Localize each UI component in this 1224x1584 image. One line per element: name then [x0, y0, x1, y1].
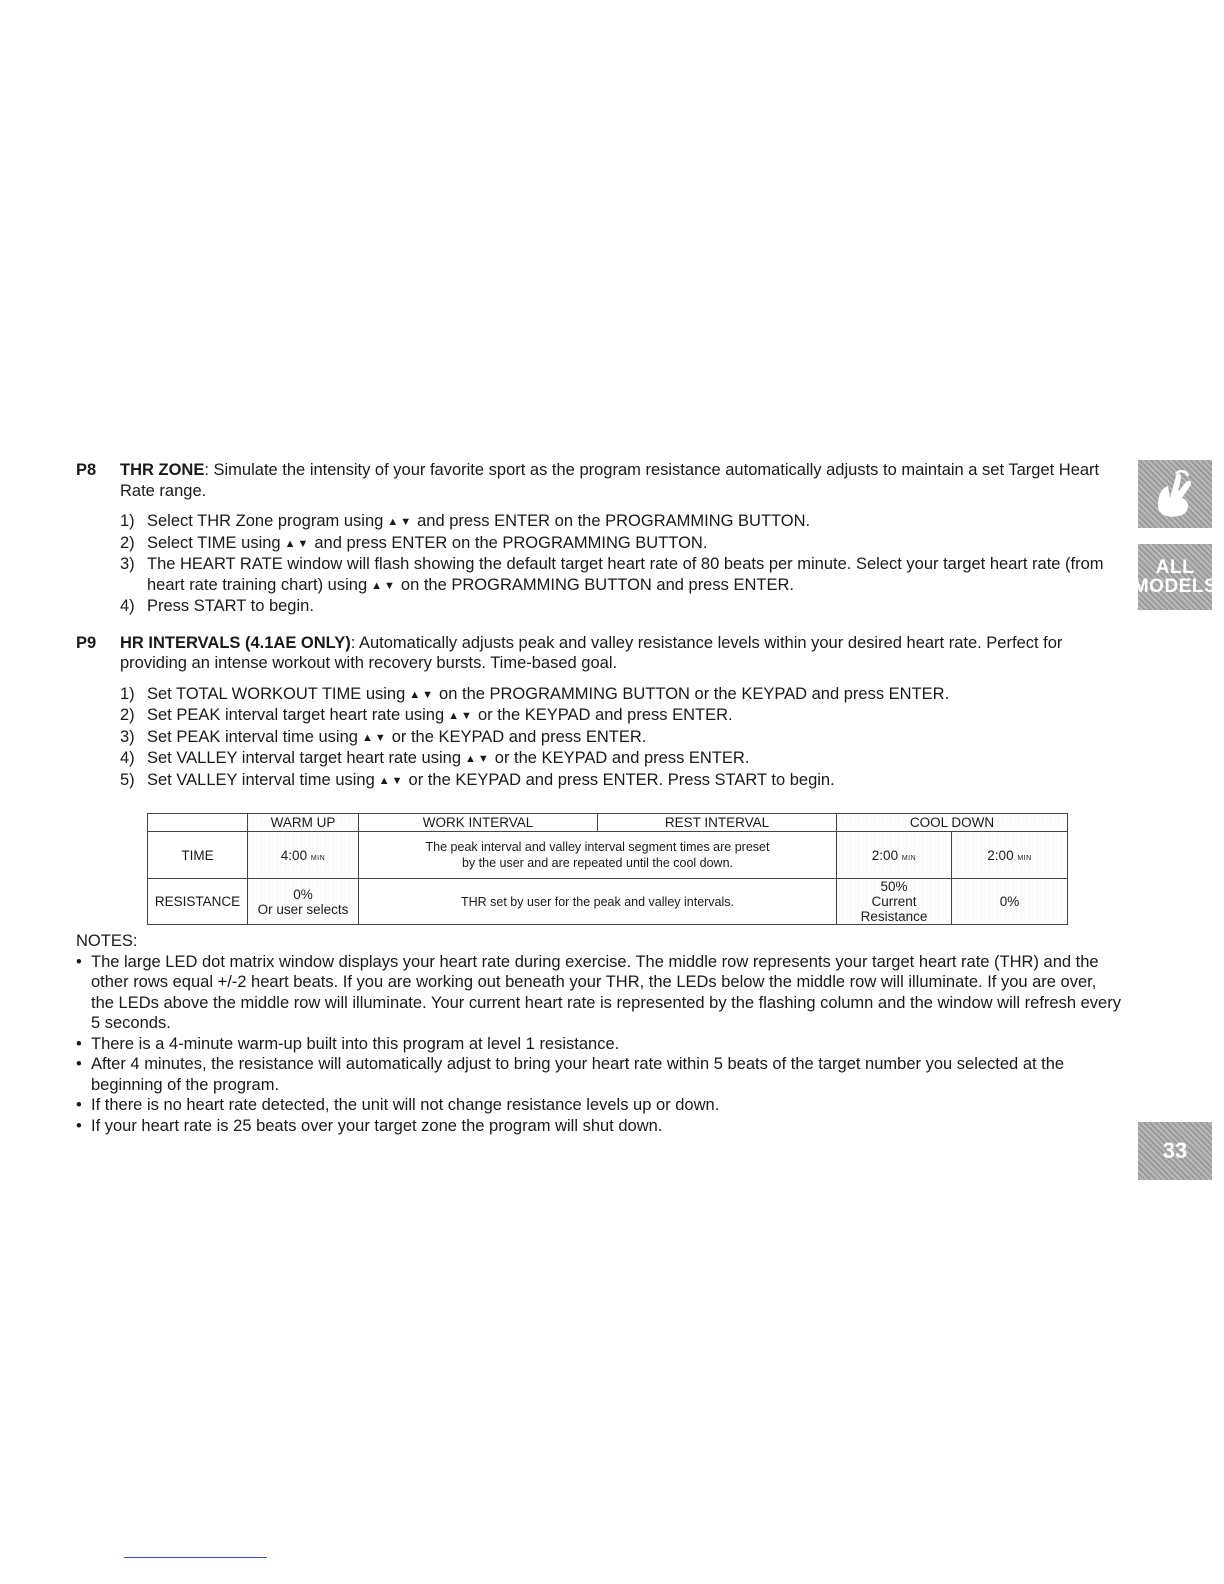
program-code: P8 [76, 461, 97, 479]
step-number: 4) [120, 597, 135, 615]
hand-pointer-tab [1138, 460, 1212, 528]
program-title: HR INTERVALS (4.1AE ONLY) [120, 633, 351, 652]
cell-value: 4:00 [280, 847, 308, 863]
cell-text: The peak interval and valley interval segment times are preset [425, 840, 770, 854]
notes-title: NOTES: [76, 932, 138, 950]
up-down-arrows-icon: ▲▼ [409, 688, 436, 701]
table-row [148, 832, 1068, 879]
section-p9-hr-intervals [76, 633, 1121, 792]
up-down-arrows-icon: ▲▼ [378, 774, 405, 787]
cooldown-time-cell [952, 832, 1068, 879]
cell-value: 0% [293, 886, 313, 902]
list-item [76, 1054, 1121, 1095]
table-header-row [148, 814, 1068, 832]
note-text: The large LED dot matrix window displays your heart rate during exercise. The middle row represents your target heart rate (THR) and the other rows equal +/-2 heart beats. If you are working out beneath your THR, the LEDs below the middle row will illuminate. If you are over, the LEDs above the middle row will illuminate. Your current heart rate is represented by the flashing column and the window will refresh every 5 seconds. [91, 952, 1121, 1032]
step-text: Press START to begin. [147, 597, 314, 615]
cooldown-resistance-cell: 0% [952, 879, 1068, 925]
cell-value: 2:00 [987, 847, 1014, 863]
unit-label: MIN [1017, 854, 1032, 862]
list-item [76, 1095, 1121, 1116]
list-item [120, 596, 1121, 617]
step-text: The HEART RATE window will flash showing the default target heart rate of 80 beats per minute. Select your target heart rate (from heart rate training chart) using [147, 555, 1104, 594]
cell-text: Current Resistance [860, 894, 928, 924]
step-text: or the KEYPAD and press ENTER. Press START to begin. [408, 770, 835, 789]
step-text: on the PROGRAMMING BUTTON and press ENTER. [400, 575, 794, 594]
list-item [120, 770, 1121, 792]
column-header-cool-down: COOL DOWN [837, 814, 1068, 832]
bullet-icon: • [76, 1096, 82, 1114]
hand-pointer-icon [1148, 468, 1202, 520]
cell-text: by the user and are repeated until the cool down. [461, 856, 733, 870]
step-text: Set VALLEY interval time using [147, 770, 375, 789]
footer-divider [124, 1557, 267, 1558]
step-list [120, 511, 1121, 617]
all-models-tab [1132, 544, 1218, 610]
step-number: 4) [120, 749, 135, 767]
step-number: 5) [120, 770, 135, 789]
up-down-arrows-icon: ▲▼ [387, 516, 414, 528]
step-list [120, 684, 1121, 792]
list-item [120, 748, 1121, 770]
notes-list [76, 952, 1121, 1137]
program-title: THR ZONE [120, 461, 205, 479]
step-number: 3) [120, 727, 135, 746]
program-intro: : Simulate the intensity of your favorite sport as the program resistance automatically adjusts to maintain a set Target Heart Rate range. [120, 461, 1100, 500]
unit-label: MIN [901, 854, 917, 862]
manual-page-content [76, 460, 1121, 1136]
step-text: or the KEYPAD and press ENTER. [494, 749, 750, 767]
bullet-icon: • [76, 1116, 82, 1135]
note-text: If your heart rate is 25 beats over your target zone the program will shut down. [91, 1116, 663, 1135]
note-text: If there is no heart rate detected, the unit will not change resistance levels up or down. [91, 1096, 720, 1114]
column-header [148, 814, 248, 832]
up-down-arrows-icon: ▲▼ [361, 731, 388, 744]
step-text: or the KEYPAD and press ENTER. [477, 706, 733, 724]
hr-intervals-table [147, 813, 1068, 925]
list-item [76, 952, 1121, 1034]
list-item [120, 554, 1121, 596]
cooldown-time-cell [837, 832, 952, 879]
notes-section [76, 931, 1121, 1136]
interval-resistance-note-cell: THR set by user for the peak and valley intervals. [359, 879, 837, 925]
program-description [120, 633, 1121, 674]
unit-label: MIN [310, 854, 326, 862]
up-down-arrows-icon: ▲▼ [448, 710, 474, 722]
column-header-work-interval: WORK INTERVAL [359, 814, 598, 832]
section-p8-thr-zone [76, 460, 1121, 617]
bullet-icon: • [76, 952, 82, 971]
column-header-rest-interval: REST INTERVAL [598, 814, 837, 832]
list-item [76, 1034, 1121, 1055]
step-text: Select TIME using [147, 533, 281, 552]
note-text: There is a 4-minute warm-up built into this program at level 1 resistance. [91, 1034, 620, 1053]
step-number: 3) [120, 555, 135, 573]
up-down-arrows-icon: ▲▼ [284, 537, 311, 550]
step-text: Set TOTAL WORKOUT TIME using [147, 684, 406, 703]
interval-time-note-cell [359, 832, 837, 879]
row-label-time: TIME [148, 832, 248, 879]
step-text: Set PEAK interval time using [147, 727, 358, 746]
page-number: 33 [1162, 1138, 1188, 1163]
tab-label: ALL [1155, 557, 1195, 578]
cell-value: 2:00 [871, 847, 899, 863]
page-number-tab [1138, 1122, 1212, 1180]
note-text: After 4 minutes, the resistance will automatically adjust to bring your heart rate within 5 beats of the target number you selected at the beginning of the program. [91, 1055, 1065, 1094]
step-number: 2) [120, 533, 135, 552]
table-row [148, 879, 1068, 925]
row-label-resistance: RESISTANCE [148, 879, 248, 925]
step-text: Select THR Zone program using [147, 512, 384, 530]
list-item [120, 684, 1121, 706]
up-down-arrows-icon: ▲▼ [465, 753, 491, 765]
list-item [120, 533, 1121, 555]
list-item [120, 727, 1121, 749]
step-text: Set VALLEY interval target heart rate using [147, 749, 461, 767]
step-text: on the PROGRAMMING BUTTON or the KEYPAD and press ENTER. [439, 684, 950, 703]
cell-text: Or user selects [257, 901, 349, 917]
step-text: and press ENTER on the PROGRAMMING BUTTON. [314, 533, 708, 552]
tab-label: MODELS [1132, 576, 1218, 597]
step-number: 1) [120, 684, 135, 703]
bullet-icon: • [76, 1034, 82, 1053]
list-item [76, 1116, 1121, 1137]
step-text: or the KEYPAD and press ENTER. [391, 727, 647, 746]
step-number: 2) [120, 706, 135, 724]
program-code: P9 [76, 633, 97, 652]
step-text: Set PEAK interval target heart rate using [147, 706, 445, 724]
program-description [120, 460, 1121, 501]
up-down-arrows-icon: ▲▼ [371, 579, 397, 592]
cooldown-resistance-cell [837, 879, 952, 925]
bullet-icon: • [76, 1055, 82, 1073]
step-number: 1) [120, 512, 135, 530]
warmup-resistance-cell [248, 879, 359, 925]
cell-value: 50% [880, 879, 908, 894]
warmup-time-cell [248, 832, 359, 879]
program-intro: : Automatically adjusts peak and valley resistance levels within your desired heart rate. Perfect for providing an intense workout with recovery bursts. Time-based goal. [120, 633, 1063, 672]
list-item [120, 705, 1121, 727]
step-text: and press ENTER on the PROGRAMMING BUTTON. [417, 512, 811, 530]
list-item [120, 511, 1121, 533]
column-header-warm-up: WARM UP [248, 814, 359, 832]
